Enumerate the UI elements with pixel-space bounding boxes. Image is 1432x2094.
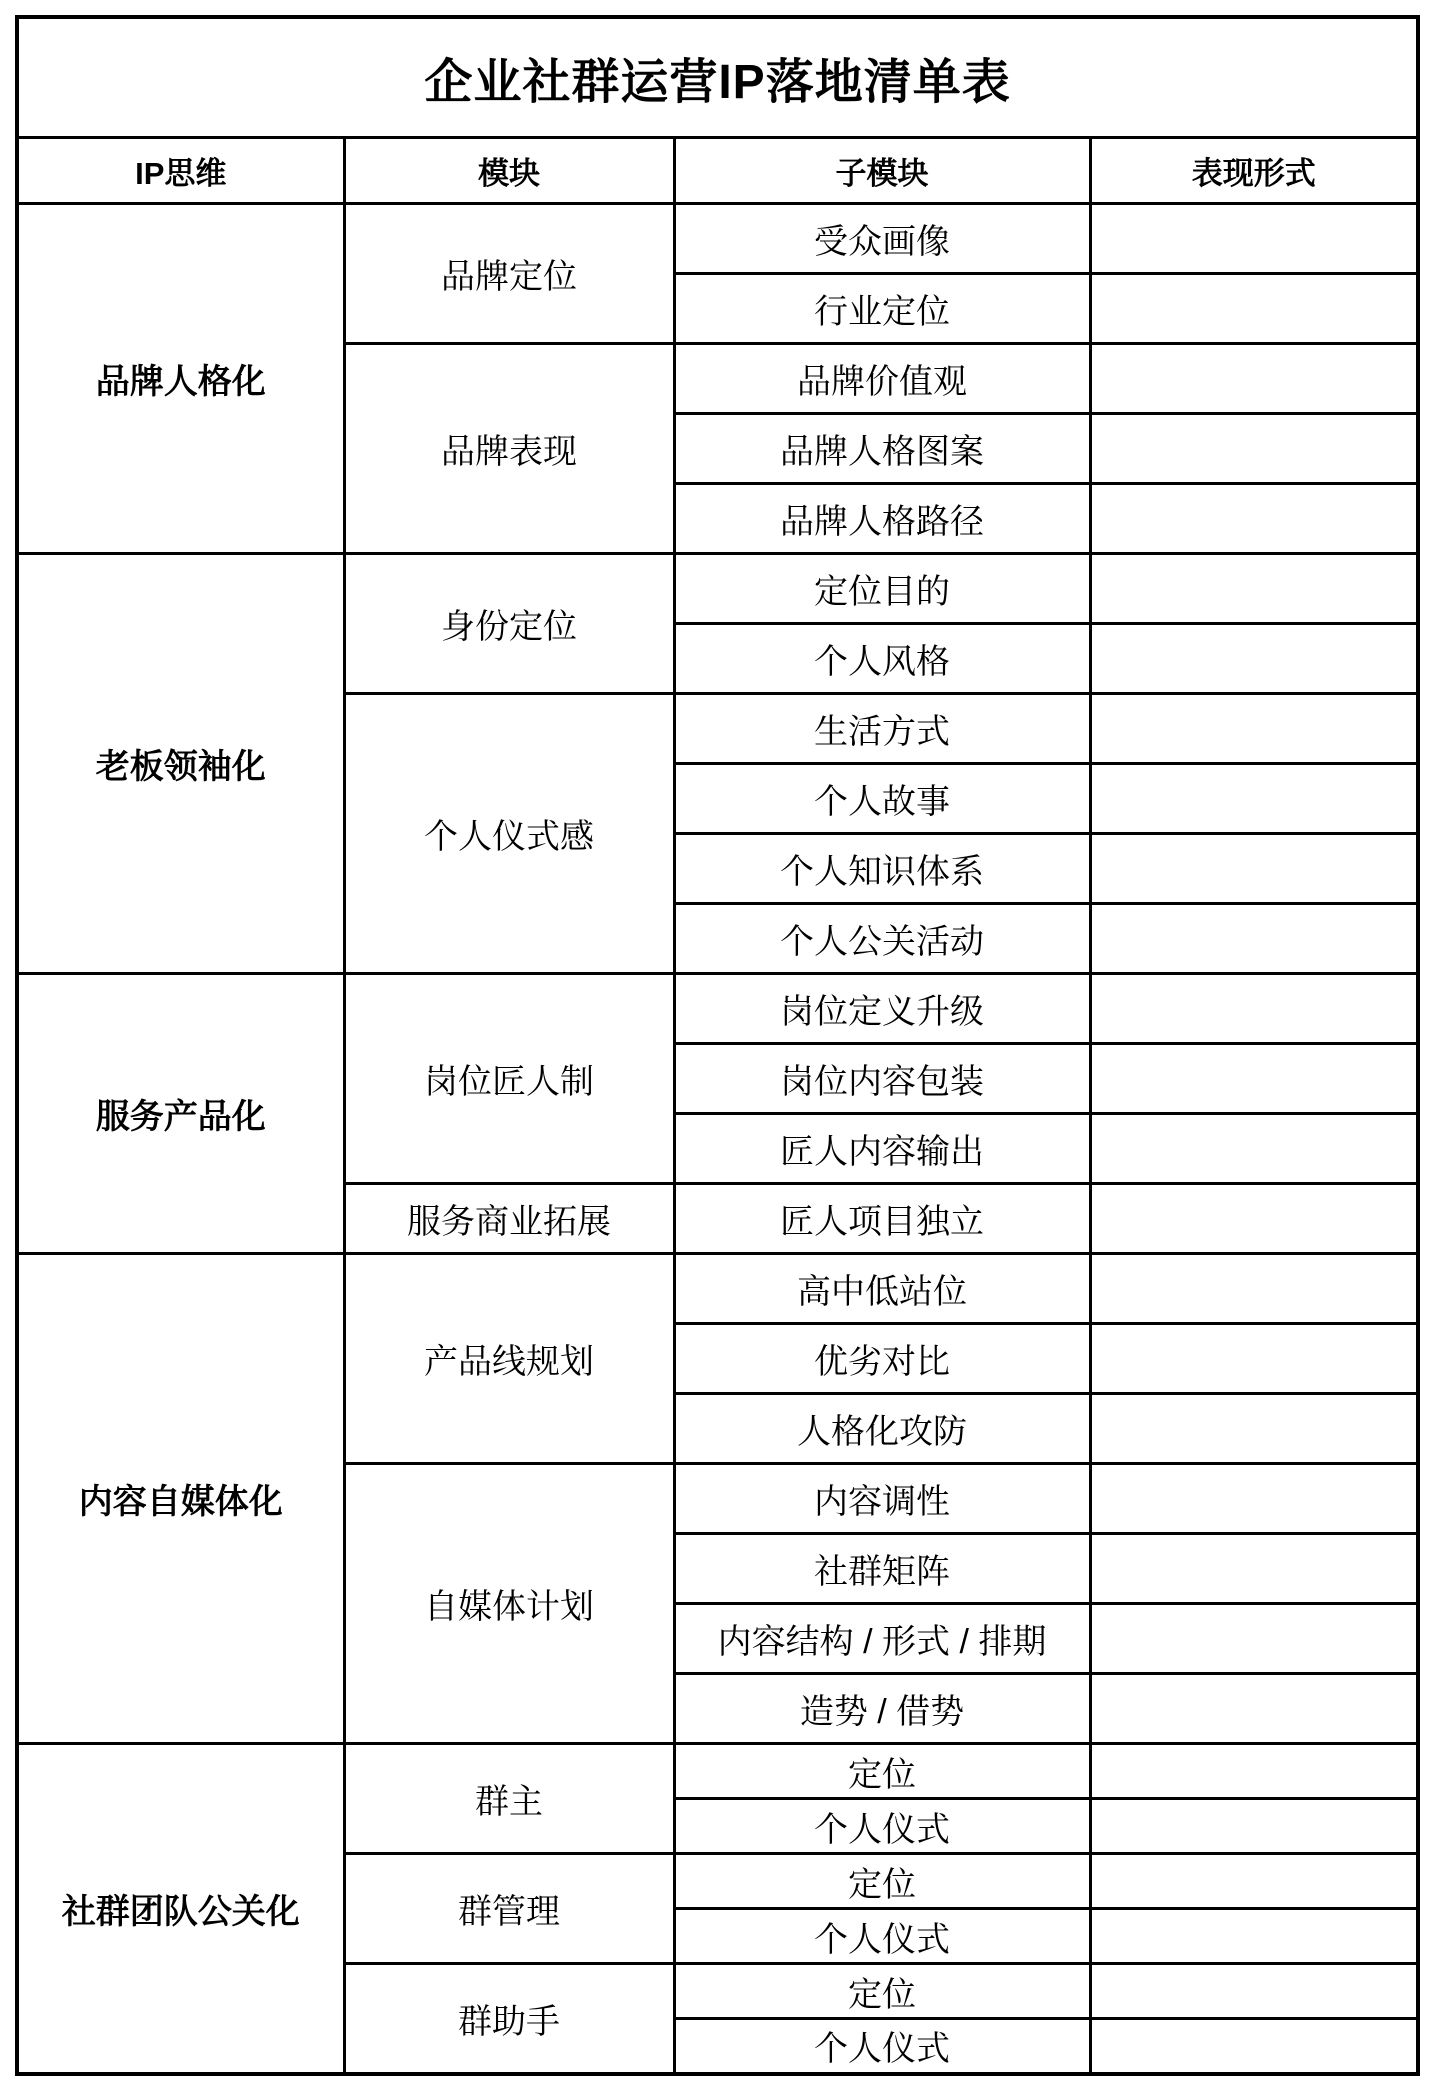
checklist-table-sheet: [15, 15, 1420, 2076]
module-cell: 身份定位: [344, 554, 674, 694]
col-header-module: 模块: [344, 138, 674, 204]
submodule-cell: 个人知识体系: [674, 834, 1090, 904]
form-cell: [1090, 1254, 1418, 1324]
form-cell: [1090, 1184, 1418, 1254]
table-row: [17, 1744, 1418, 1799]
form-cell: [1090, 1674, 1418, 1744]
module-cell: 服务商业拓展: [344, 1184, 674, 1254]
submodule-cell: 个人仪式: [674, 1909, 1090, 1964]
form-cell: [1090, 1394, 1418, 1464]
form-cell: [1090, 2019, 1418, 2074]
form-cell: [1090, 694, 1418, 764]
form-cell: [1090, 1534, 1418, 1604]
submodule-cell: 定位目的: [674, 554, 1090, 624]
ip-cell: 服务产品化: [17, 974, 344, 1254]
submodule-cell: 人格化攻防: [674, 1394, 1090, 1464]
form-cell: [1090, 1044, 1418, 1114]
module-cell: 群主: [344, 1744, 674, 1854]
submodule-cell: 内容结构 / 形式 / 排期: [674, 1604, 1090, 1674]
form-cell: [1090, 274, 1418, 344]
submodule-cell: 品牌人格图案: [674, 414, 1090, 484]
submodule-cell: 高中低站位: [674, 1254, 1090, 1324]
form-cell: [1090, 1604, 1418, 1674]
submodule-cell: 定位: [674, 1744, 1090, 1799]
module-cell: 品牌表现: [344, 344, 674, 554]
checklist-table: [15, 15, 1420, 2076]
form-cell: [1090, 1799, 1418, 1854]
form-cell: [1090, 1464, 1418, 1534]
col-header-ip: IP思维: [17, 138, 344, 204]
submodule-cell: 个人仪式: [674, 2019, 1090, 2074]
submodule-cell: 品牌价值观: [674, 344, 1090, 414]
submodule-cell: 匠人项目独立: [674, 1184, 1090, 1254]
submodule-cell: 行业定位: [674, 274, 1090, 344]
form-cell: [1090, 834, 1418, 904]
submodule-cell: 受众画像: [674, 204, 1090, 274]
module-cell: 群管理: [344, 1854, 674, 1964]
form-cell: [1090, 904, 1418, 974]
form-cell: [1090, 1964, 1418, 2019]
form-cell: [1090, 344, 1418, 414]
table-title: 企业社群运营IP落地清单表: [17, 17, 1418, 138]
submodule-cell: 造势 / 借势: [674, 1674, 1090, 1744]
module-cell: 产品线规划: [344, 1254, 674, 1464]
form-cell: [1090, 1324, 1418, 1394]
form-cell: [1090, 1909, 1418, 1964]
ip-cell: 品牌人格化: [17, 204, 344, 554]
submodule-cell: 定位: [674, 1854, 1090, 1909]
header-row: [17, 138, 1418, 204]
form-cell: [1090, 1854, 1418, 1909]
title-row: [17, 17, 1418, 138]
form-cell: [1090, 1114, 1418, 1184]
submodule-cell: 优劣对比: [674, 1324, 1090, 1394]
col-header-submodule: 子模块: [674, 138, 1090, 204]
form-cell: [1090, 484, 1418, 554]
table-row: [17, 974, 1418, 1044]
submodule-cell: 匠人内容输出: [674, 1114, 1090, 1184]
module-cell: 个人仪式感: [344, 694, 674, 974]
submodule-cell: 定位: [674, 1964, 1090, 2019]
submodule-cell: 社群矩阵: [674, 1534, 1090, 1604]
submodule-cell: 个人故事: [674, 764, 1090, 834]
submodule-cell: 个人风格: [674, 624, 1090, 694]
form-cell: [1090, 414, 1418, 484]
module-cell: 群助手: [344, 1964, 674, 2074]
module-cell: 品牌定位: [344, 204, 674, 344]
ip-cell: 社群团队公关化: [17, 1744, 344, 2074]
form-cell: [1090, 974, 1418, 1044]
submodule-cell: 生活方式: [674, 694, 1090, 764]
submodule-cell: 个人公关活动: [674, 904, 1090, 974]
submodule-cell: 岗位定义升级: [674, 974, 1090, 1044]
submodule-cell: 个人仪式: [674, 1799, 1090, 1854]
submodule-cell: 岗位内容包装: [674, 1044, 1090, 1114]
submodule-cell: 内容调性: [674, 1464, 1090, 1534]
ip-cell: 老板领袖化: [17, 554, 344, 974]
table-row: [17, 1254, 1418, 1324]
form-cell: [1090, 764, 1418, 834]
form-cell: [1090, 1744, 1418, 1799]
module-cell: 岗位匠人制: [344, 974, 674, 1184]
form-cell: [1090, 554, 1418, 624]
ip-cell: 内容自媒体化: [17, 1254, 344, 1744]
form-cell: [1090, 204, 1418, 274]
col-header-form: 表现形式: [1090, 138, 1418, 204]
table-row: [17, 204, 1418, 274]
submodule-cell: 品牌人格路径: [674, 484, 1090, 554]
module-cell: 自媒体计划: [344, 1464, 674, 1744]
table-row: [17, 554, 1418, 624]
form-cell: [1090, 624, 1418, 694]
